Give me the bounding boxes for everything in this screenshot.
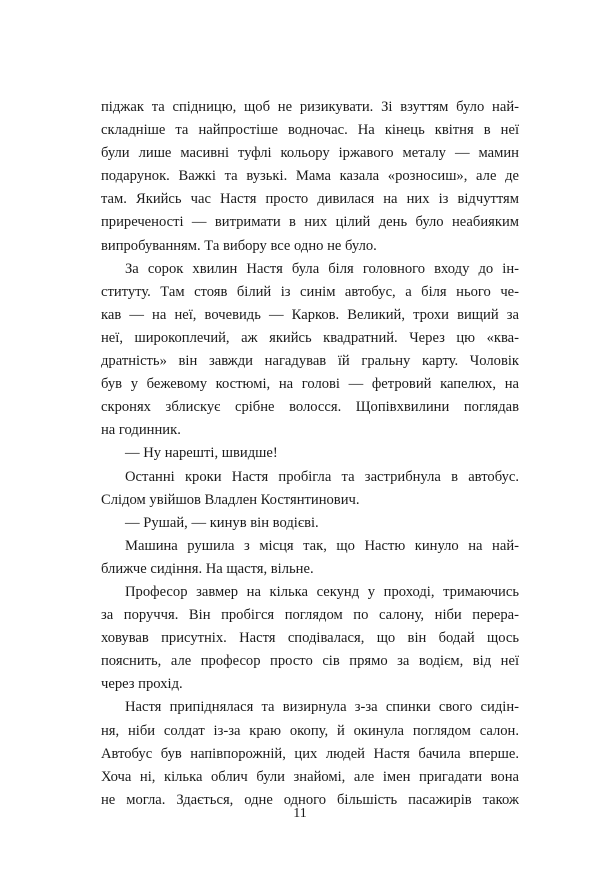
text-line: на годинник. (101, 422, 181, 439)
text-line: ня, ніби солдат із-за краю окопу, й окинула поглядом салон. (101, 722, 519, 739)
text-line: через прохід. (101, 676, 183, 693)
dialogue-paragraph (101, 442, 519, 465)
text-line: — Ну нарешті, швидше! (125, 445, 278, 462)
text-line: піджак та спідницю, щоб не ризикувати. Зі взуттям було най- (101, 99, 519, 115)
paragraph (101, 96, 519, 258)
text-line: за поруччя. Він пробігся поглядом по салону, ніби перера- (101, 607, 519, 624)
text-line: був у бежевому костюмі, на голові — фетровий капелюх, на (101, 376, 519, 393)
text-line: кав — на неї, вочевидь — Карков. Великий, трохи вищий за (101, 306, 519, 323)
text-line: ституту. Там стояв білий із синім автобус, а біля нього че- (101, 283, 519, 300)
text-line: не могла. Здається, одне одного більшість пасажирів також (101, 791, 519, 808)
text-line: скронях зблискує срібне волосся. Щопівхвилини поглядав (101, 399, 519, 416)
text-line: — Рушай, — кинув він водієві. (125, 514, 319, 531)
text-line: Останні кроки Настя пробігла та застрибнула в автобус. (125, 468, 519, 485)
paragraph (101, 535, 519, 581)
paragraph (101, 581, 519, 696)
text-line: Хоча ні, кілька облич були знайомі, але імен пригадати вона (101, 768, 519, 785)
text-line: Настя припіднялася та визирнула з-за спинки свого сидін- (125, 699, 519, 716)
body-text (101, 96, 519, 812)
text-line: За сорок хвилин Настя була біля головного входу до ін- (125, 260, 519, 277)
text-line: приреченості — витримати в них цілий день було неабияким (101, 214, 519, 231)
text-line: Слідом увійшов Владлен Костянтинович. (101, 491, 360, 508)
page-number: 11 (293, 806, 307, 821)
paragraph (101, 258, 519, 443)
text-line: Автобус був напівпорожній, цих людей Настя бачила вперше. (101, 745, 519, 762)
text-line: Професор завмер на кілька секунд у проході, тримаючись (125, 583, 519, 600)
paragraph (101, 466, 519, 512)
text-line: неї, широкоплечий, аж якийсь квадратний. Через цю «ква- (101, 329, 519, 346)
text-line: ховував присутніх. Настя сподівалася, що він бодай щось (101, 630, 519, 647)
text-line: були лише масивні туфлі кольору іржавого металу — мамин (101, 145, 519, 162)
text-line: подарунок. Важкі та вузькі. Мама казала «розносиш», але де (101, 168, 519, 185)
text-line: складніше та найпростіше водночас. На кінець квітня в неї (101, 122, 519, 139)
text-line: дратність» він завжди нагадував їй гральну карту. Чоловік (101, 353, 519, 370)
text-line: ближче сидіння. На щастя, вільне. (101, 560, 314, 577)
text-line: там. Якийсь час Настя просто дивилася на них із відчуттям (101, 191, 519, 208)
text-line: Машина рушила з місця так, що Настю кинуло на най- (125, 537, 519, 554)
text-line: пояснить, але професор просто сів прямо за водієм, від неї (101, 653, 519, 670)
dialogue-paragraph (101, 512, 519, 535)
text-line: випробуванням. Та вибору все одно не було. (101, 237, 377, 254)
paragraph (101, 696, 519, 811)
